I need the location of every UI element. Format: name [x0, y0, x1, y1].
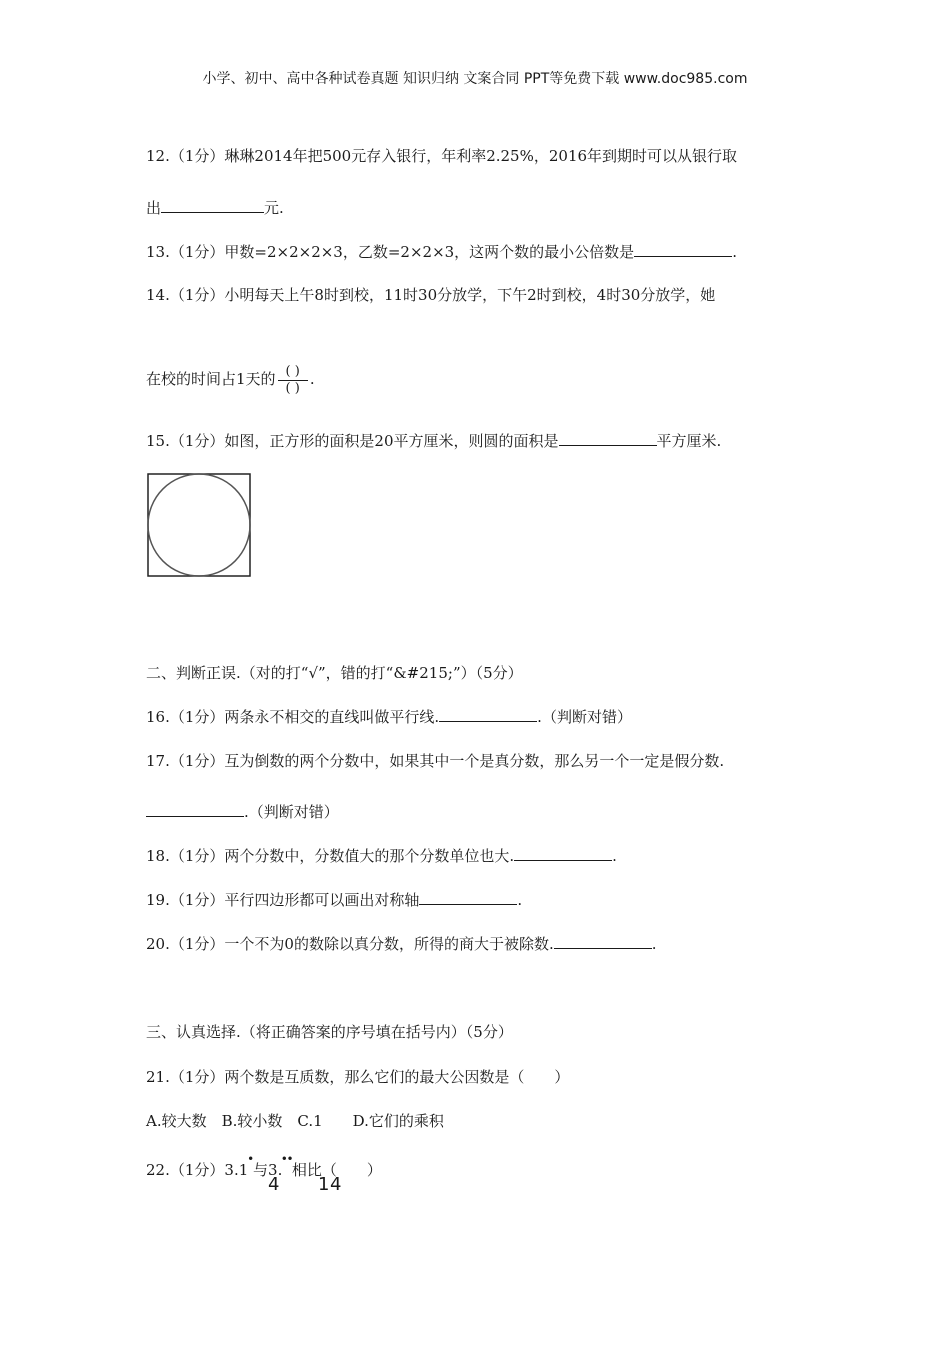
question-19	[146, 890, 522, 910]
answer-blank-20[interactable]	[554, 934, 652, 949]
q12-pre: 出	[146, 199, 162, 217]
repeat-dot-icon: •	[247, 1152, 255, 1166]
repeat-dot-icon: •	[286, 1152, 294, 1166]
q16-pre: 16.（1分）两条永不相交的直线叫做平行线.	[146, 708, 440, 726]
repeating-digit-4: 4	[268, 1174, 280, 1195]
q18-pre: 18.（1分）两个分数中，分数值大的那个分数单位也大.	[146, 847, 515, 865]
question-15	[146, 431, 721, 451]
q17-post: .（判断对错）	[244, 803, 339, 821]
question-21-stem: 21.（1分）两个数是互质数，那么它们的最大公因数是（ ）	[146, 1068, 570, 1086]
repeating-dot-marker	[247, 1152, 255, 1180]
page-header: 小学、初中、高中各种试卷真题 知识归纳 文案合同 PPT等免费下载 www.doc985.com	[202, 71, 748, 87]
question-22	[146, 1152, 382, 1180]
q20-pre: 20.（1分）一个不为0的数除以真分数，所得的商大于被除数.	[146, 935, 554, 953]
repeating-digit-4b: 4	[330, 1174, 342, 1195]
answer-blank-13[interactable]	[634, 242, 732, 257]
q19-post: .	[517, 891, 523, 909]
answer-blank-16[interactable]	[439, 707, 537, 722]
q22-mid: 与3.	[253, 1161, 283, 1179]
repeat-dot-icon: •	[280, 1152, 288, 1166]
question-17-line1: 17.（1分）互为倒数的两个分数中，如果其中一个是真分数，那么另一个一定是假分数.	[146, 752, 725, 770]
answer-blank-19[interactable]	[419, 890, 517, 905]
q14-pre: 在校的时间占1天的	[146, 370, 276, 388]
fraction-blank-14[interactable]	[278, 364, 308, 397]
answer-blank-12[interactable]	[161, 198, 264, 213]
q15-post: 平方厘米.	[656, 432, 722, 450]
q15-pre: 15.（1分）如图，正方形的面积是20平方厘米，则圆的面积是	[146, 432, 559, 450]
q16-post: .（判断对错）	[537, 708, 632, 726]
question-14-line1: 14.（1分）小明每天上午8时到校，11时30分放学，下午2时到校，4时30分放学，她	[146, 286, 716, 304]
section-3-title: 三、认真选择.（将正确答案的序号填在括号内）（5分）	[146, 1023, 513, 1041]
answer-blank-18[interactable]	[514, 846, 612, 861]
question-12-line2	[146, 198, 284, 218]
answer-blank-15[interactable]	[559, 431, 657, 446]
q22-post: 相比（ ）	[291, 1161, 382, 1179]
q20-post: .	[651, 935, 657, 953]
section-2-title: 二、判断正误.（对的打“√”，错的打“&#215;”）（5分）	[146, 664, 523, 682]
question-14-line2	[146, 362, 315, 397]
question-12-line1: 12.（1分）琳琳2014年把500元存入银行，年利率2.25%，2016年到期时可以从银行取	[146, 147, 738, 165]
q14-post: .	[309, 370, 315, 388]
answer-blank-17[interactable]	[146, 802, 244, 817]
q13-pre: 13.（1分）甲数=2×2×2×3，乙数=2×2×3，这两个数的最小公倍数是	[146, 243, 635, 261]
q12-post: 元.	[264, 199, 284, 217]
q22-pre: 22.（1分）3.1	[146, 1161, 249, 1179]
q13-post: .	[732, 243, 737, 261]
circle-shape	[148, 474, 250, 576]
question-13	[146, 242, 737, 262]
question-17-line2	[146, 802, 339, 822]
question-20	[146, 934, 657, 954]
q19-pre: 19.（1分）平行四边形都可以画出对称轴	[146, 891, 420, 909]
fraction-numerator: ( )	[278, 364, 308, 381]
fraction-denominator: ( )	[285, 380, 300, 396]
repeating-dot-marker-2	[280, 1152, 294, 1180]
question-18	[146, 846, 617, 866]
square-circle-figure	[146, 472, 252, 578]
q18-post: .	[612, 847, 617, 865]
question-16	[146, 707, 632, 727]
repeating-digit-1: 1	[318, 1174, 330, 1195]
question-21-options[interactable]: A.较大数 B.较小数 C.1 D.它们的乘积	[146, 1112, 444, 1130]
